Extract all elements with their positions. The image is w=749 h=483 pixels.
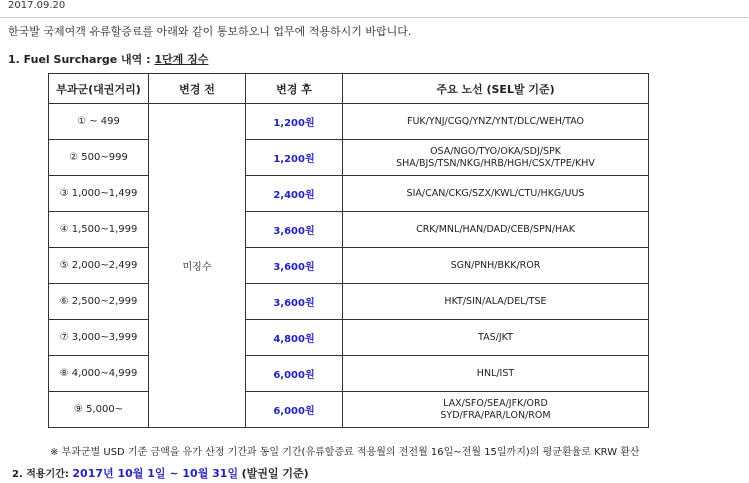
main-routes (343, 140, 649, 176)
table-row (49, 140, 649, 176)
route-line: HNL/IST (476, 367, 515, 379)
route-line: FUK/YNJ/CGQ/YNZ/YNT/DLC/WEH/TAO (406, 115, 585, 127)
route-line: SYD/FRA/PAR/LON/ROM (440, 409, 551, 421)
route-line: SIA/CAN/CKG/SZX/KWL/CTU/HKG/UUS (406, 187, 585, 199)
after-surcharge: 3,600원 (246, 212, 343, 248)
main-routes (343, 104, 649, 140)
section1-title (8, 51, 208, 67)
table-row (49, 392, 649, 428)
table-row (49, 356, 649, 392)
table-header-row (49, 74, 649, 104)
after-surcharge: 1,200원 (246, 140, 343, 176)
route-line: SHA/BJS/TSN/NKG/HRB/HGH/CSX/TPE/KHV (396, 157, 595, 169)
header-divider (0, 17, 749, 18)
after-surcharge: 1,200원 (246, 104, 343, 140)
table-row (49, 320, 649, 356)
after-surcharge: 6,000원 (246, 392, 343, 428)
table-row (49, 104, 649, 140)
section2-label: 2. 적용기간: (12, 469, 69, 480)
main-routes (343, 320, 649, 356)
header-before: 변경 전 (149, 74, 246, 104)
distance-band: ③ 1,000~1,499 (49, 176, 149, 212)
table-row (49, 176, 649, 212)
after-surcharge: 4,800원 (246, 320, 343, 356)
intro-text: 한국발 국제여객 유류할증료를 아래와 같이 통보하오니 업무에 적용하시기 바랍니다. (8, 25, 412, 38)
table-row (49, 248, 649, 284)
distance-band: ② 500~999 (49, 140, 149, 176)
header-routes: 주요 노선 (SEL발 기준) (343, 74, 649, 104)
route-line: OSA/NGO/TYO/OKA/SDJ/SPK (430, 145, 561, 157)
distance-band: ⑥ 2,500~2,999 (49, 284, 149, 320)
distance-band: ⑦ 3,000~3,999 (49, 320, 149, 356)
route-line: SGN/PNH/BKK/ROR (450, 259, 541, 271)
route-line: CRK/MNL/HAN/DAD/CEB/SPN/HAK (416, 223, 575, 235)
route-line: HKT/SIN/ALA/DEL/TSE (444, 295, 547, 307)
section1-prefix: 1. Fuel Surcharge 내역 : (8, 53, 151, 66)
main-routes (343, 176, 649, 212)
section2-dates: 2017년 10월 1일 ~ 10월 31일 (72, 467, 239, 480)
section2-suffix: (발권일 기준) (241, 467, 309, 480)
header-after: 변경 후 (246, 74, 343, 104)
distance-band: ⑤ 2,000~2,499 (49, 248, 149, 284)
before-value: 미징수 (149, 104, 246, 428)
route-line: TAS/JKT (478, 331, 513, 343)
header-band: 부과군(대권거리) (49, 74, 149, 104)
after-surcharge: 3,600원 (246, 284, 343, 320)
table-row (49, 284, 649, 320)
main-routes (343, 248, 649, 284)
distance-band: ⑨ 5,000~ (49, 392, 149, 428)
main-routes (343, 392, 649, 428)
distance-band: ① ~ 499 (49, 104, 149, 140)
after-surcharge: 3,600원 (246, 248, 343, 284)
fuel-surcharge-table (48, 73, 649, 428)
after-surcharge: 2,400원 (246, 176, 343, 212)
distance-band: ⑧ 4,000~4,999 (49, 356, 149, 392)
route-line: LAX/SFO/SEA/JFK/ORD (443, 397, 548, 409)
exchange-rate-note: ※ 부과군별 USD 기준 금액을 유가 산정 기간과 동일 기간(유류할증료 적용월의 전전월 16일~전월 15일까지)의 평균환율로 KRW 환산 (50, 447, 640, 458)
main-routes (343, 212, 649, 248)
main-routes (343, 356, 649, 392)
distance-band: ④ 1,500~1,999 (49, 212, 149, 248)
after-surcharge: 6,000원 (246, 356, 343, 392)
notice-date: 2017.09.20 (8, 0, 66, 11)
table-row (49, 212, 649, 248)
section1-stage: 1단계 징수 (154, 53, 209, 66)
main-routes (343, 284, 649, 320)
section2-period (12, 465, 309, 481)
